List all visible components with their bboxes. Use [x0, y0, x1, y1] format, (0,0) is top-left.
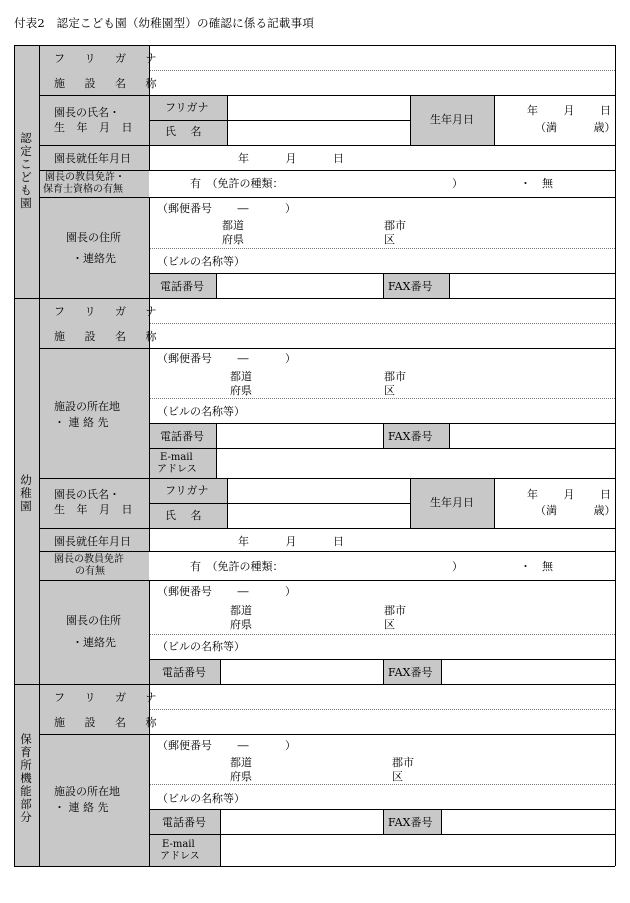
facility-address-label: 施設の所在地: [54, 785, 120, 798]
city-label-2: 区: [392, 770, 403, 783]
pref-label-1: 都道: [222, 219, 244, 232]
phone-label: 電話番号: [160, 280, 204, 293]
director-address-label: 園長の住所: [66, 614, 121, 627]
postal-label: （郵便番号 ― ）: [157, 352, 296, 365]
facility-name-label: 施 設 名 称: [54, 77, 165, 90]
director-dob-label: 生 年 月 日: [54, 503, 137, 516]
fax-label: FAX番号: [388, 430, 433, 443]
city-label-1: 郡市: [384, 370, 406, 383]
postal-label: （郵便番号 ― ）: [157, 202, 296, 215]
email-label-2: アドレス: [160, 851, 200, 862]
name-label: 氏 名: [165, 509, 202, 522]
director-name-label: 園長の氏名・: [54, 488, 120, 501]
pref-label-2: 府県: [230, 618, 252, 631]
building-label: （ビルの名称等）: [157, 255, 245, 268]
license-no: ・ 無: [520, 560, 553, 573]
city-label-2: 区: [384, 384, 395, 397]
birthdate-label: 生年月日: [430, 496, 474, 509]
facility-contact-label: ・ 連 絡 先: [54, 416, 109, 429]
director-dob-label: 生 年 月 日: [54, 121, 137, 134]
name-label: 氏 名: [165, 125, 202, 138]
section-label-kodomoen: 認定こども園: [20, 131, 32, 210]
phone-label: 電話番号: [162, 816, 206, 829]
phone-label: 電話番号: [160, 430, 204, 443]
pref-label-2: 府県: [230, 384, 252, 397]
age-text: （満 歳）: [535, 504, 616, 517]
facility-name-label: 施 設 名 称: [54, 330, 165, 343]
postal-label: （郵便番号 ― ）: [157, 739, 296, 752]
director-contact-label: ・連絡先: [72, 636, 116, 649]
city-label-2: 区: [384, 233, 395, 246]
fax-label: FAX番号: [388, 666, 433, 679]
fax-label: FAX番号: [388, 280, 433, 293]
section-label-yochien: 幼稚園: [20, 473, 32, 513]
license-close: ）: [452, 560, 463, 573]
building-label: （ビルの名称等）: [157, 792, 245, 805]
furigana-label: フ リ ガ ナ: [54, 691, 165, 704]
license-no: ・ 無: [520, 177, 553, 190]
furigana-small-label: フリガナ: [165, 101, 209, 114]
license-label-2: 保育士資格の有無: [43, 184, 123, 195]
director-name-label: 園長の氏名・: [54, 106, 120, 119]
fax-label: FAX番号: [388, 816, 433, 829]
birthdate-label: 生年月日: [430, 113, 474, 126]
building-label: （ビルの名称等）: [157, 640, 245, 653]
license-yes: 有 （免許の種類：: [190, 177, 284, 190]
director-address-label: 園長の住所: [66, 231, 121, 244]
license-yes: 有 （免許の種類：: [190, 560, 284, 573]
phone-label: 電話番号: [162, 666, 206, 679]
facility-address-label: 施設の所在地: [54, 400, 120, 413]
postal-label: （郵便番号 ― ）: [157, 585, 296, 598]
furigana-small-label: フリガナ: [165, 484, 209, 497]
facility-name-label: 施 設 名 称: [54, 716, 165, 729]
license-close: ）: [452, 177, 463, 190]
director-contact-label: ・連絡先: [72, 252, 116, 265]
form-title: 付表2 認定こども園（幼稚園型）の確認に係る記載事項: [14, 16, 315, 30]
facility-contact-label: ・ 連 絡 先: [54, 801, 109, 814]
ymd-text: 年 月 日: [527, 488, 611, 501]
pref-label-2: 府県: [222, 233, 244, 246]
furigana-label: フ リ ガ ナ: [54, 52, 165, 65]
appointment-value: 年 月 日: [238, 152, 344, 165]
license-label-2: の有無: [75, 566, 105, 577]
city-label-2: 区: [384, 618, 395, 631]
license-label-1: 園長の教員免許: [54, 554, 124, 565]
appointment-value: 年 月 日: [238, 535, 344, 548]
email-label-1: E-mail: [162, 839, 195, 850]
license-label-1: 園長の教員免許・: [45, 172, 125, 183]
ymd-text: 年 月 日: [527, 104, 611, 117]
appointment-label: 園長就任年月日: [54, 152, 131, 165]
pref-label-1: 都道: [230, 370, 252, 383]
city-label-1: 郡市: [384, 219, 406, 232]
city-label-1: 郡市: [392, 756, 414, 769]
pref-label-1: 都道: [230, 756, 252, 769]
age-text: （満 歳）: [535, 121, 616, 134]
pref-label-2: 府県: [230, 770, 252, 783]
building-label: （ビルの名称等）: [157, 405, 245, 418]
email-label-2: アドレス: [157, 464, 197, 475]
email-label-1: E-mail: [160, 452, 193, 463]
section-label-hoikusho: 保育所機能部分: [20, 732, 32, 824]
pref-label-1: 都道: [230, 604, 252, 617]
furigana-label: フ リ ガ ナ: [54, 305, 165, 318]
appointment-label: 園長就任年月日: [54, 535, 131, 548]
city-label-1: 郡市: [384, 604, 406, 617]
